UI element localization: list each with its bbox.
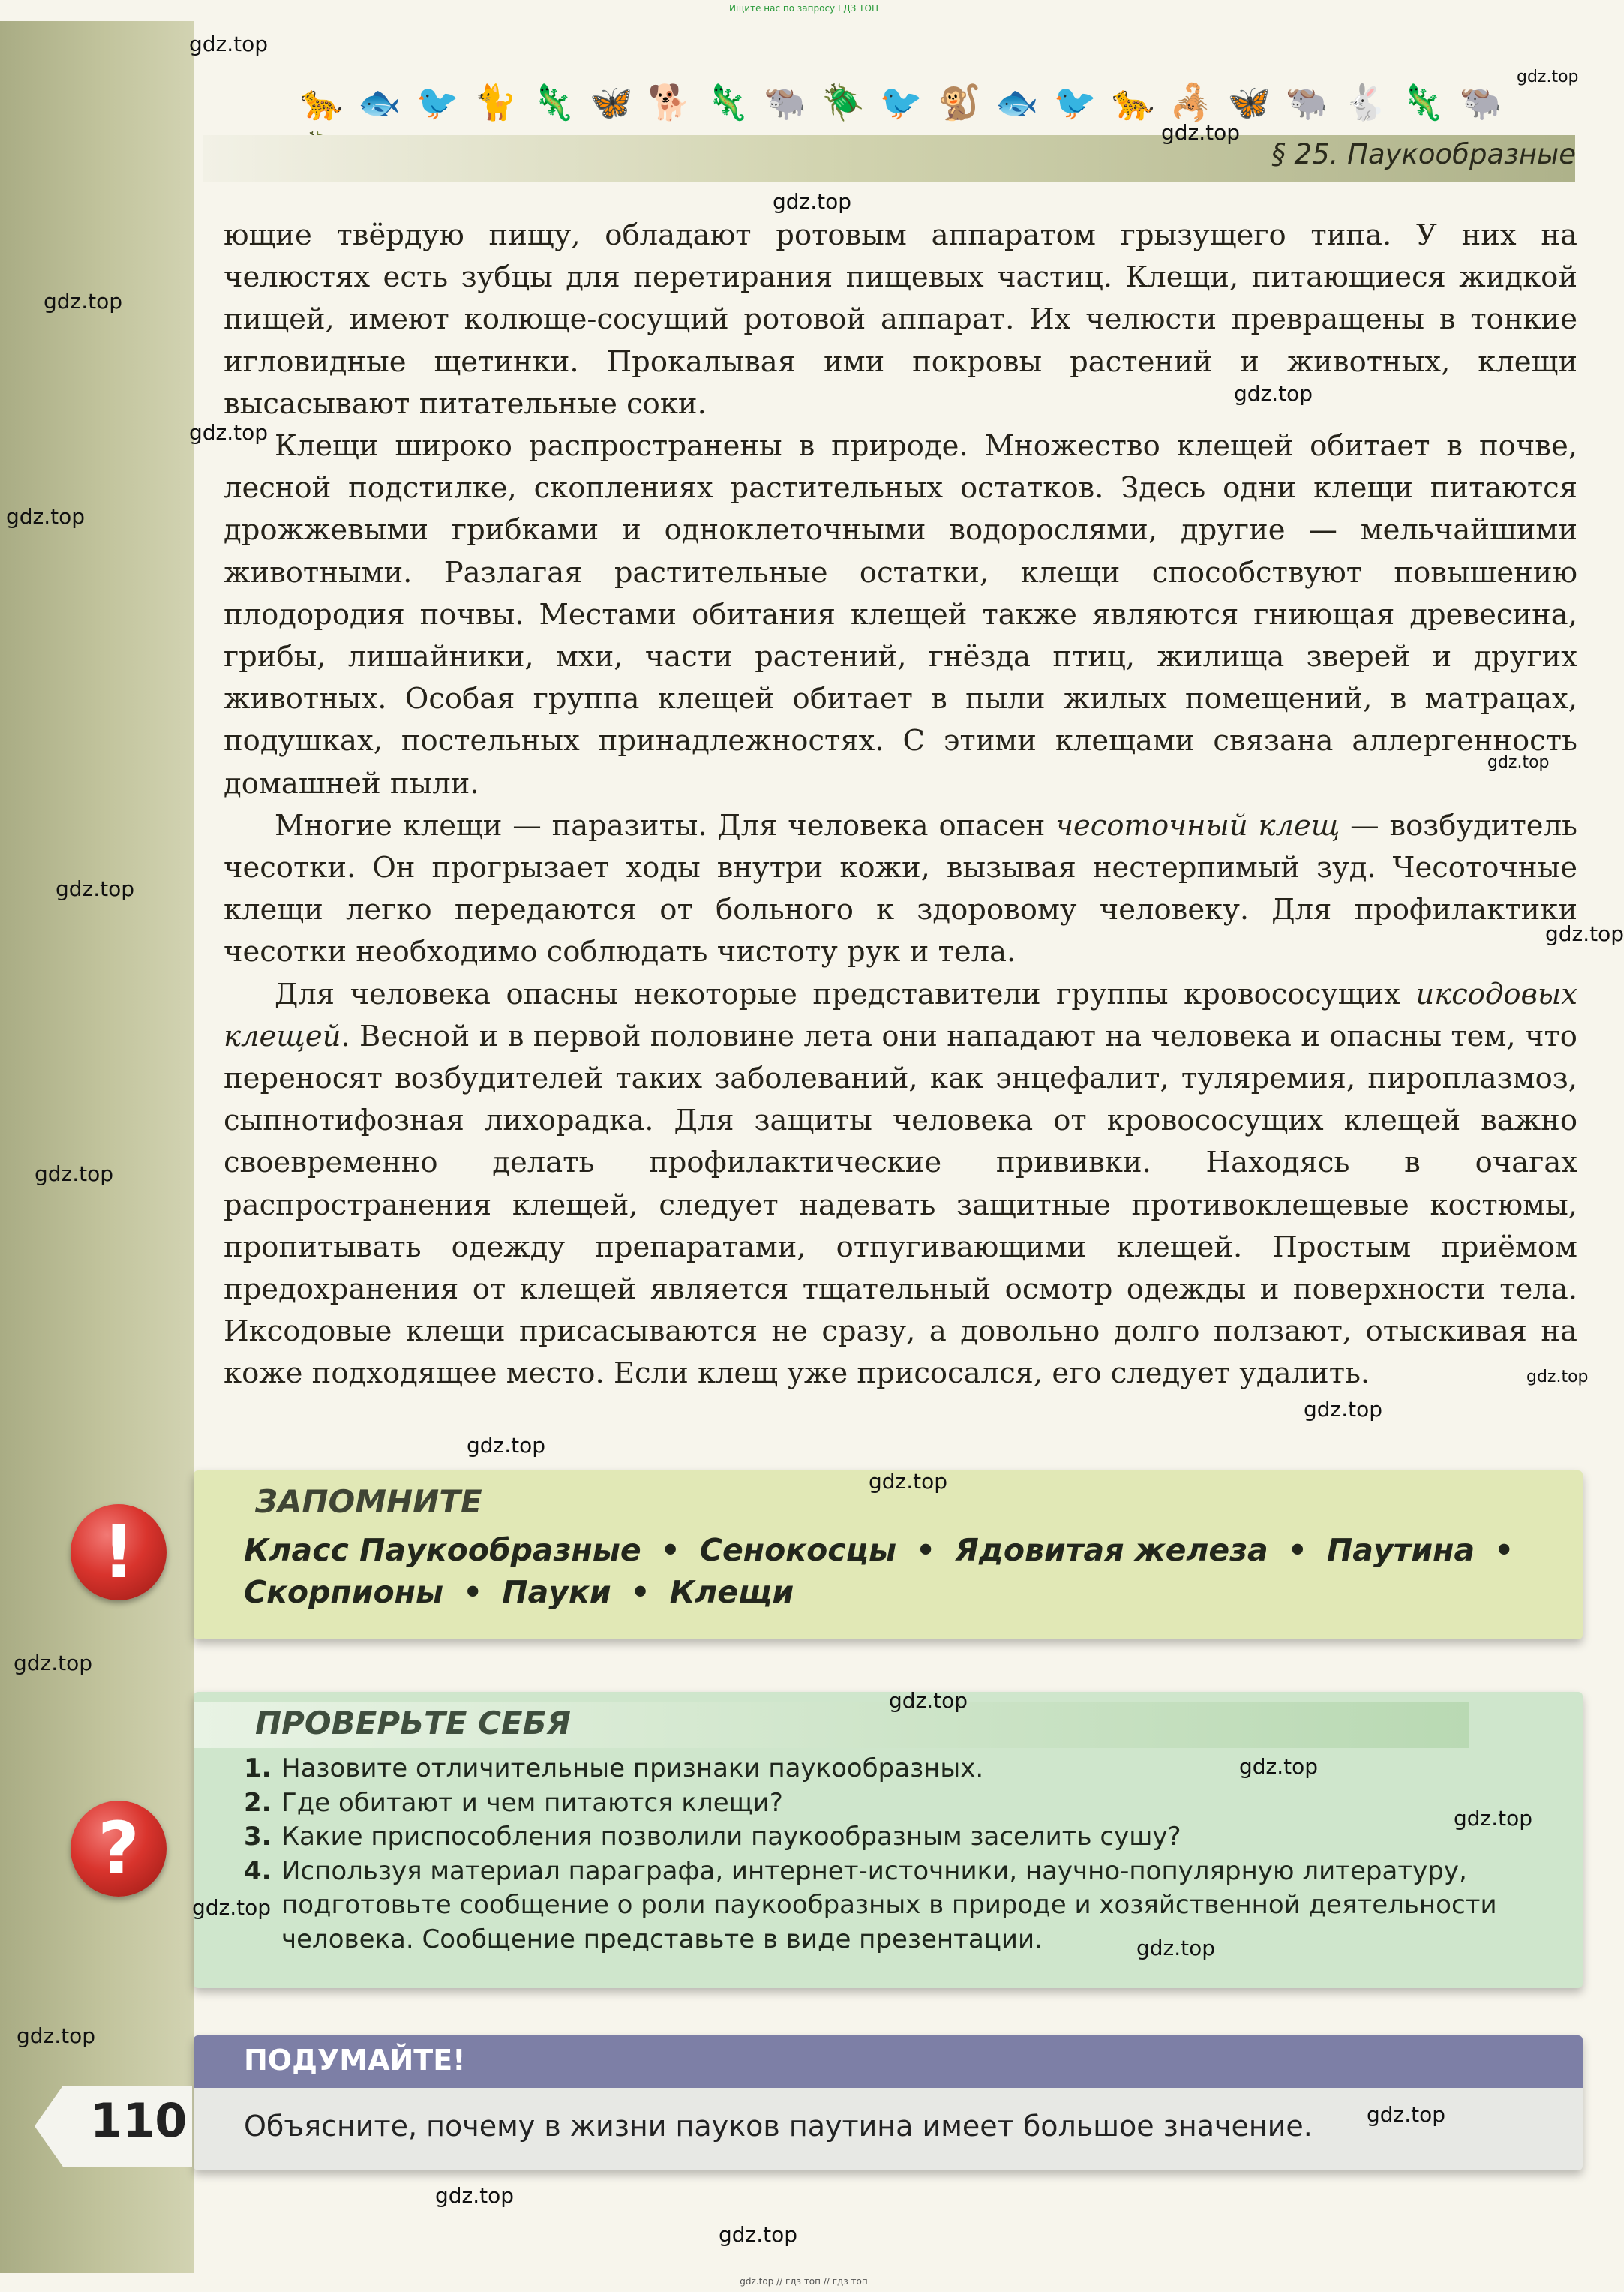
term-venom-gland: Ядовитая железа xyxy=(955,1532,1268,1568)
watermark: gdz.top xyxy=(6,504,86,529)
paragraph-4 xyxy=(224,974,1577,1395)
term-spiders: Пауки xyxy=(502,1574,611,1610)
separator-dot: • xyxy=(660,1532,680,1568)
paragraph-2: Клещи широко распространены в природе. Множество клещей обитает в почве, лесной подстилке, скоплениях растительных остатков. Здесь одни клещи питаются дрожжевыми грибками и одноклеточными водорослями, другие — мельчайшими животными. Разлагая растительные остатки, клещи способствуют повышению плодородия почвы. Местами обитания клещей также являются гниющая древесина, грибы, лишайники, мхи, части растений, гнёзда птиц, жилища зверей и других животных. Особая группа клещей обитает в пыли жилых помещений, в матрацах, подушках, постельных принадлежностях. С этими клещами связана аллергенность домашней пыли. xyxy=(224,429,1577,801)
paragraph-3-part-2: — возбудитель чесотки. Он прогрызает ходы внутри кожи, вызывая нестерпимый зуд. Чесоточные клещи легко передаются от больного к здоровому человеку. Для профилактики чесотки необходимо соблюдать чистоту рук и тела. xyxy=(224,808,1578,969)
animal-icon: 🐕 xyxy=(647,82,691,122)
think-title: ПОДУМАЙТЕ! xyxy=(244,2044,466,2077)
term-arachnida: Класс Паукообразные xyxy=(244,1532,641,1568)
check-title: ПРОВЕРЬТЕ СЕБЯ xyxy=(255,1705,571,1741)
animal-icon: 🦂 xyxy=(1169,82,1213,122)
watermark: gdz.top xyxy=(1239,1754,1319,1779)
term-harvestmen: Сенокосцы xyxy=(699,1532,897,1568)
animal-icon: 🦋 xyxy=(1227,82,1271,122)
main-text xyxy=(224,215,1577,1395)
animal-icon: 🐒 xyxy=(938,82,981,122)
paragraph-4-part-2: . Весной и в первой половине лета они нападают на человека и опасны тем, что переносят возбудителей таких заболеваний, как энцефалит, туляремия, пироплазмоз, сыпнотифозная лихорадка. Для защиты человека от кровососущих клещей важно своевременно делать профилактические прививки. Находясь в очагах распространения клещей, следует надевать защитные противоклещевые костюмы, пропитывать одежду препаратами, отпугивающими клещей. Простым приёмом предохранения от клещей является тщательный осмотр одежды и поверхности тела. Иксодовые клещи присасываются не сразу, а довольно долго ползают, отыскивая на коже подходящее место. Если клещ уже присосался, его следует удалить. xyxy=(224,1019,1577,1391)
animal-icon: 🐦 xyxy=(416,82,459,122)
watermark: gdz.top xyxy=(1161,120,1241,145)
paragraph-3-part-1: Многие клещи — паразиты. Для человека опасен xyxy=(275,808,1056,843)
question-text: Используя материал параграфа, интернет-источники, научно-популярную литературу, подготовьте сообщение о роли паукообразных в природе и хозяйственной деятельности человека. Сообщение представьте в виде презентации. xyxy=(281,1855,1497,1954)
separator-dot: • xyxy=(630,1574,650,1610)
watermark: gdz.top xyxy=(435,2183,515,2208)
animal-icon: 🐆 xyxy=(300,82,344,122)
left-margin-strip xyxy=(0,21,194,2273)
think-text: Объясните, почему в жизни пауков паутина имеет большое значение. xyxy=(244,2110,1313,2143)
question-item xyxy=(244,1855,1571,1957)
animal-icon: 🐇 xyxy=(1343,82,1387,122)
question-icon: ? xyxy=(71,1801,167,1897)
remember-terms xyxy=(244,1529,1579,1613)
watermark: gdz.top xyxy=(192,1895,272,1920)
watermark: gdz.top xyxy=(1367,2102,1446,2127)
watermark: gdz.top xyxy=(1304,1397,1383,1422)
separator-dot: • xyxy=(1494,1532,1514,1568)
separator-dot: • xyxy=(916,1532,936,1568)
watermark: gdz.top xyxy=(189,420,269,445)
question-number: 1. xyxy=(244,1753,272,1783)
animal-icon: 🦎 xyxy=(705,82,749,122)
page-number: 110 xyxy=(90,2093,188,2148)
question-list xyxy=(244,1752,1571,1957)
question-item xyxy=(244,1786,1571,1821)
term-web: Паутина xyxy=(1326,1532,1475,1568)
watermark: gdz.top xyxy=(14,1651,93,1675)
animal-icon: 🐦 xyxy=(1053,82,1097,122)
watermark: gdz.top xyxy=(1487,753,1550,772)
watermark: gdz.top xyxy=(1454,1806,1533,1831)
term-ticks: Клещи xyxy=(669,1574,794,1610)
watermark: gdz.top xyxy=(719,2222,798,2247)
paragraph-3 xyxy=(224,805,1577,974)
animal-icon: 🐦 xyxy=(879,82,923,122)
animal-icon: 🐟 xyxy=(358,82,401,122)
watermark: gdz.top xyxy=(773,189,852,214)
remember-title: ЗАПОМНИТЕ xyxy=(255,1483,482,1520)
term-ixodid-ticks: иксодовых клещей xyxy=(224,977,1577,1053)
term-scabies-mite: чесоточный клещ xyxy=(1055,808,1340,843)
watermark: gdz.top xyxy=(1517,68,1579,86)
animal-icon: 🦋 xyxy=(590,82,633,122)
animal-icons-frieze xyxy=(300,78,1575,126)
section-title: § 25. Паукообразные xyxy=(1271,138,1576,170)
watermark: gdz.top xyxy=(1136,1936,1216,1960)
animal-icon: 🐃 xyxy=(1459,82,1502,122)
watermark: gdz.top xyxy=(56,876,135,901)
watermark: gdz.top xyxy=(869,1469,948,1494)
paragraph-4-part-1: Для человека опасны некоторые представители группы кровососущих xyxy=(275,977,1416,1011)
animal-icon: 🪲 xyxy=(821,82,865,122)
watermark: gdz.top xyxy=(1545,921,1624,946)
animal-icon: 🐈 xyxy=(473,82,518,122)
paragraph-1: ющие твёрдую пищу, обладают ротовым аппаратом грызущего типа. У них на челюстях есть зубцы для перетирания пищевых частиц. Клещи, питающиеся жидкой пищей, имеют колюще-сосущий ротовой аппарат. Их челюсти превращены в тонкие игловидные щетинки. Прокалывая ими покровы растений и животных, клещи высасывают питательные соки. xyxy=(224,218,1577,421)
question-number: 2. xyxy=(244,1787,272,1818)
top-note: Ищите нас по запросу ГДЗ ТОП xyxy=(729,3,878,14)
watermark: gdz.top xyxy=(889,1688,968,1713)
animal-icon: 🐃 xyxy=(1285,82,1329,122)
watermark: gdz.top xyxy=(1234,381,1313,406)
watermark: gdz.top xyxy=(17,2023,96,2048)
watermark: gdz.top xyxy=(44,289,123,314)
bottom-note: gdz.top // гдз топ // гдз топ xyxy=(740,2276,868,2287)
watermark: gdz.top xyxy=(35,1161,114,1186)
question-item xyxy=(244,1752,1571,1786)
animal-icon: 🐟 xyxy=(995,82,1039,122)
separator-dot: • xyxy=(1287,1532,1307,1568)
question-text: Где обитают и чем питаются клещи? xyxy=(281,1787,783,1818)
question-item xyxy=(244,1820,1571,1855)
animal-icon: 🐃 xyxy=(764,82,807,122)
term-scorpions: Скорпионы xyxy=(244,1574,444,1610)
animal-icon: 🦎 xyxy=(1401,82,1445,122)
separator-dot: • xyxy=(463,1574,483,1610)
question-text: Назовите отличительные признаки паукообразных. xyxy=(281,1753,984,1783)
question-text: Какие приспособления позволили паукообразным заселить сушу? xyxy=(281,1822,1181,1852)
question-number: 4. xyxy=(244,1855,272,1886)
watermark: gdz.top xyxy=(467,1433,546,1458)
exclamation-icon: ! xyxy=(71,1504,167,1600)
watermark: gdz.top xyxy=(1526,1368,1589,1386)
question-number: 3. xyxy=(244,1822,272,1852)
watermark: gdz.top xyxy=(189,32,269,56)
animal-icon: 🐆 xyxy=(1111,82,1155,122)
animal-icon: 🦎 xyxy=(532,82,575,122)
